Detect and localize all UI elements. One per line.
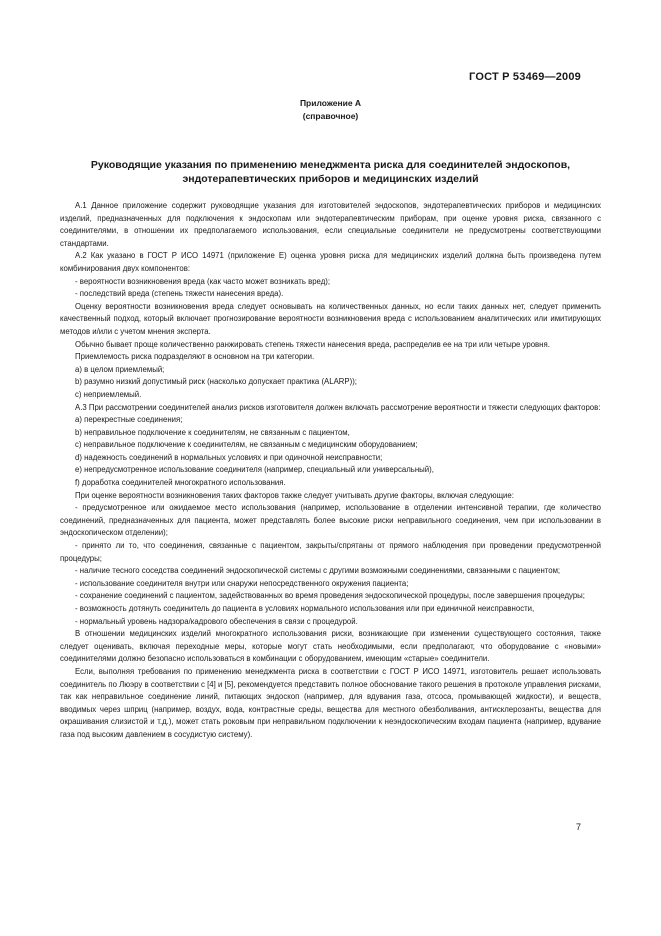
list-item: d) надежность соединений в нормальных условиях и при одиночной неисправности; [75, 452, 383, 462]
title-line: Руководящие указания по применению менеджмента риска для соединителей эндоскопов, [90, 159, 571, 171]
paragraph: Обычно бывает проще количественно ранжировать степень тяжести нанесения вреда, распределив ее на три или четыре уровня. [75, 339, 550, 349]
list-item: b) неправильное подключение к соединителям, не связанным с пациентом, [75, 427, 350, 437]
list-item: f) доработка соединителей многократного использования. [75, 478, 286, 488]
annex-title [60, 158, 601, 186]
paragraph: Оценку вероятности возникновения вреда следует основывать на количественных данных, но если таких данных нет, следует применить качественный подход, который включает прогнозирование вероятности возникновения вреда с использованием аналитических или имитирующих методов и/или с учетом мнения эксперта. [60, 301, 601, 336]
annex-heading [0, 97, 661, 123]
list-item: e) непредусмотренное использование соединителя (например, специальный или универсальный), [75, 465, 434, 475]
list-item: c) неправильное подключение к соединителям, не связанным с медицинским оборудованием; [75, 440, 418, 450]
list-item: a) в целом приемлемый; [75, 364, 165, 374]
annex-body [60, 200, 601, 742]
list-item: c) неприемлемый. [75, 389, 142, 399]
paragraph: - нормальный уровень надзора/кадрового обеспечения в связи с процедурой. [75, 616, 358, 626]
paragraph: В отношении медицинских изделий многократного использования риски, возникающие при изменении существующего состояния, также следует оценивать, включая переходные меры, которые могут стать необходимыми, если предполагают, что оборудование с «новыми» соединителями должно безопасно использоваться в комбинации с оборудованием, имеющим «старые» соединители. [60, 629, 601, 664]
paragraph: - предусмотренное или ожидаемое место использования (например, использование в отделении интенсивной терапии, где количество соединений, предназначенных для пациента, может представлять более высокие риски неправильного соединения, чем при использовании в эндоскопическом отделении); [60, 503, 601, 538]
page-number: 7 [575, 822, 581, 832]
list-item: - вероятности возникновения вреда (как часто может возникать вред); [75, 276, 331, 286]
list-item: a) перекрестные соединения; [75, 415, 183, 425]
list-item: b) разумно низкий допустимый риск (насколько допускает практика (ALARP)); [75, 377, 357, 387]
paragraph: А.1 Данное приложение содержит руководящие указания для изготовителей эндоскопов, эндотерапевтических приборов и медицинских изделий, предназначенных для подключения к эндоскопам или эндотерапевтическим приборам, при оценке уровня риска, связанного с соединителями, в отношении их предполагаемого использования, если специальные соединители не предусмотрены соответствующими стандартами. [60, 201, 601, 248]
paragraph: - наличие тесного соседства соединений эндоскопической системы с другими возможными соединениями, связанными с пациентом; [75, 566, 561, 576]
paragraph: - возможность дотянуть соединитель до пациента в условиях нормального использования или при единичной неисправности, [75, 604, 535, 613]
paragraph: - использование соединителя внутри или снаружи непосредственного окружения пациента; [75, 578, 409, 588]
paragraph: Приемлемость риска подразделяют в основном на три категории. [75, 352, 315, 362]
paragraph: При оценке вероятности возникновения таких факторов также следует учитывать другие факторы, включая следующие: [75, 490, 514, 500]
paragraph: - сохранение соединений с пациентом, задействованных во время проведения эндоскопической процедуры, после завершения процедуры; [75, 591, 585, 601]
paragraph: А.2 Как указано в ГОСТ Р ИСО 14971 (приложение Е) оценка уровня риска для медицинских изделий должна быть произведена путем комбинирования двух компонентов: [60, 251, 601, 273]
document-code: ГОСТ Р 53469—2009 [469, 71, 581, 83]
title-line: эндотерапевтических приборов и медицинских изделий [182, 173, 479, 185]
list-item: - последствий вреда (степень тяжести нанесения вреда). [75, 289, 284, 299]
annex-label: Приложение А [299, 98, 362, 108]
paragraph: Если, выполняя требования по применению менеджмента риска в соответствии с ГОСТ Р ИСО 14971, изготовитель решает использовать соединитель по Люэру в соответствии с [4] и [5], рекомендуется представить полное обоснование такого решения в протоколе управления рисками, так как неправильное соединение линий, питающих эндоскоп (например, для вдувания газа, отсоса, промывающей жидкости), и веществ, вводимых через шприц (например, воздух, вода, контрастные среды, вещества для местного обезболивания, антисклерозанты, вещества для окрашивания слизистой и т.д.), может стать роковым при неправильном подключении к неэндоскопическим входам пациента (например, вдувание газа под высоким давлением в сосудистую систему). [60, 666, 601, 739]
paragraph: А.3 При рассмотрении соединителей анализ рисков изготовителя должен включать рассмотрение вероятности и тяжести следующих факторов: [75, 402, 601, 412]
paragraph: - принято ли то, что соединения, связанные с пациентом, закрыты/спрятаны от прямого наблюдения при проведении предусмотренной процедуры; [60, 541, 601, 563]
annex-type: (справочное) [302, 111, 359, 121]
